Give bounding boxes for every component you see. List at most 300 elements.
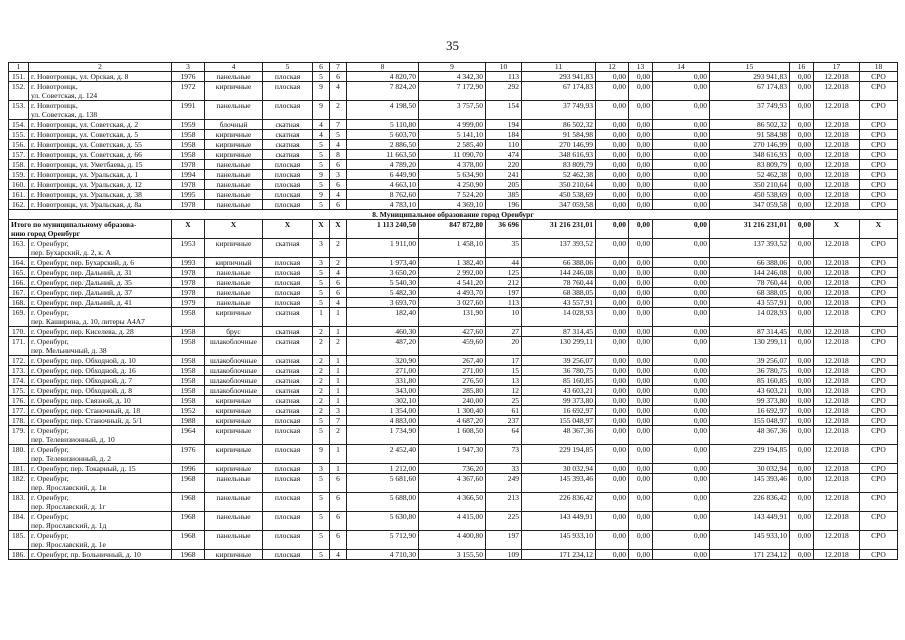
cell-wall-material: кирпичные bbox=[205, 445, 263, 464]
cell-living-area: 736,20 bbox=[419, 464, 486, 474]
cell-entrances: 1 bbox=[330, 396, 347, 406]
cell-cost-col-14: 0,00 bbox=[653, 406, 710, 416]
cell-cost-col-15: 86 502,32 bbox=[710, 120, 790, 130]
cell-deadline: 12.2018 bbox=[814, 474, 860, 493]
cell-cost-col-14: 0,00 bbox=[653, 239, 710, 258]
cell-total-area: 4 883,00 bbox=[347, 416, 419, 426]
cell-cost-col-13: 0,00 bbox=[629, 190, 653, 200]
cell-total-area: 4 789,20 bbox=[347, 160, 419, 170]
cell-cost-col-16: 0,00 bbox=[790, 386, 814, 396]
cell-cost-col-15: 91 584,98 bbox=[710, 130, 790, 140]
cell-row-number: 153. bbox=[9, 101, 29, 120]
cell-cost-col-13: 0,00 bbox=[629, 445, 653, 464]
cell-cost-col-15: 30 032,94 bbox=[710, 464, 790, 474]
cell-total-cost: 67 174,83 bbox=[522, 82, 596, 101]
cell-cost-col-13: 0,00 bbox=[629, 376, 653, 386]
cell-row-number: 166. bbox=[9, 278, 29, 288]
cell-total-area: 4 710,30 bbox=[347, 550, 419, 560]
column-number-9: 9 bbox=[419, 63, 486, 72]
cell-floors: 9 bbox=[313, 82, 330, 101]
cell-living-area: 4 687,20 bbox=[419, 416, 486, 426]
cell-roof-type: скатная bbox=[263, 396, 313, 406]
cell-living-area: 267,40 bbox=[419, 356, 486, 366]
cell-deadline: 12.2018 bbox=[814, 200, 860, 210]
cell-living-area: 3 027,60 bbox=[419, 298, 486, 308]
cell-cost-col-16: 0,00 bbox=[790, 72, 814, 82]
cell-wall-material: кирпичные bbox=[205, 82, 263, 101]
cell-roof-type: скатная bbox=[263, 308, 313, 327]
cell-method: СРО bbox=[860, 376, 898, 386]
cell-deadline: 12.2018 bbox=[814, 396, 860, 406]
cell-cost-col-16: 0,00 bbox=[790, 170, 814, 180]
cell-cost-col-16: 0,00 bbox=[790, 150, 814, 160]
cell-cost-col-14: 0,00 bbox=[653, 531, 710, 550]
cell-cost-col-14: 0,00 bbox=[653, 356, 710, 366]
cell-cost-col-13: 0,00 bbox=[629, 180, 653, 190]
cell-entrances: 4 bbox=[330, 190, 347, 200]
cell-method: СРО bbox=[860, 278, 898, 288]
cell-floors: 9 bbox=[313, 170, 330, 180]
cell-entrances: 6 bbox=[330, 160, 347, 170]
cell-residents: 292 bbox=[486, 82, 522, 101]
table-row bbox=[9, 445, 898, 464]
cell-roof-type: плоская bbox=[263, 298, 313, 308]
column-number-15: 15 bbox=[710, 63, 790, 72]
cell-total-area: 11 663,50 bbox=[347, 150, 419, 160]
cell-address: г. Оренбург, пер. Бухарский, д. 2, к. А bbox=[29, 239, 172, 258]
cell-cost-col-15: 39 256,07 bbox=[710, 356, 790, 366]
cell-row-number: 152. bbox=[9, 82, 29, 101]
cell-cost-col-12: 0,00 bbox=[596, 474, 629, 493]
table-row bbox=[9, 337, 898, 356]
table-row bbox=[9, 493, 898, 512]
cell-cost-col-12: 0,00 bbox=[596, 464, 629, 474]
cell-total-area: 5 630,80 bbox=[347, 512, 419, 531]
cell-residents: 205 bbox=[486, 180, 522, 190]
cell-cost-col-16: 0,00 bbox=[790, 366, 814, 376]
cell-cost-col-16: 0,00 bbox=[790, 180, 814, 190]
cell-year-built: 1968 bbox=[172, 512, 205, 531]
cell-method: СРО bbox=[860, 150, 898, 160]
cell-cost-col-14: 0,00 bbox=[653, 140, 710, 150]
cell-cost-col-12: 0,00 bbox=[596, 376, 629, 386]
cell-floors: 5 bbox=[313, 416, 330, 426]
cell-roof-type: плоская bbox=[263, 550, 313, 560]
cell-entrances: 6 bbox=[330, 72, 347, 82]
cell-deadline: 12.2018 bbox=[814, 288, 860, 298]
total-label: Итого по муниципальному образова- нию город Оренбург bbox=[9, 220, 172, 239]
cell-total-cost: 48 367,36 bbox=[522, 426, 596, 445]
cell-entrances: 6 bbox=[330, 278, 347, 288]
cell-roof-type: скатная bbox=[263, 366, 313, 376]
cell-method: СРО bbox=[860, 337, 898, 356]
cell-address: г. Новотроицк, ул. Советская, д. 2 bbox=[29, 120, 172, 130]
cell-address: г. Новотроицк, ул. Советская, д. 124 bbox=[29, 82, 172, 101]
cell-roof-type: плоская bbox=[263, 82, 313, 101]
table-row bbox=[9, 160, 898, 170]
cell-year-built: 1958 bbox=[172, 337, 205, 356]
cell-living-area: 4 400,80 bbox=[419, 531, 486, 550]
cell-cost-col-14: 0,00 bbox=[653, 278, 710, 288]
total-cell: 847 872,80 bbox=[419, 220, 486, 239]
cell-living-area: 1 608,50 bbox=[419, 426, 486, 445]
cell-cost-col-15: 450 538,69 bbox=[710, 190, 790, 200]
cell-entrances: 7 bbox=[330, 416, 347, 426]
cell-year-built: 1996 bbox=[172, 464, 205, 474]
cell-cost-col-12: 0,00 bbox=[596, 512, 629, 531]
cell-entrances: 6 bbox=[330, 180, 347, 190]
cell-entrances: 1 bbox=[330, 376, 347, 386]
cell-living-area: 427,60 bbox=[419, 327, 486, 337]
cell-wall-material: кирпичные bbox=[205, 396, 263, 406]
cell-deadline: 12.2018 bbox=[814, 258, 860, 268]
cell-method: СРО bbox=[860, 531, 898, 550]
cell-row-number: 159. bbox=[9, 170, 29, 180]
cell-year-built: 1964 bbox=[172, 426, 205, 445]
cell-cost-col-14: 0,00 bbox=[653, 366, 710, 376]
cell-total-area: 3 650,20 bbox=[347, 268, 419, 278]
cell-total-area: 1 734,90 bbox=[347, 426, 419, 445]
cell-cost-col-12: 0,00 bbox=[596, 327, 629, 337]
total-cell: 36 696 bbox=[486, 220, 522, 239]
table-row bbox=[9, 474, 898, 493]
table-row bbox=[9, 298, 898, 308]
cell-entrances: 4 bbox=[330, 82, 347, 101]
cell-row-number: 167. bbox=[9, 288, 29, 298]
cell-floors: 5 bbox=[313, 288, 330, 298]
cell-wall-material: панельные bbox=[205, 298, 263, 308]
cell-row-number: 162. bbox=[9, 200, 29, 210]
cell-cost-col-14: 0,00 bbox=[653, 200, 710, 210]
cell-cost-col-14: 0,00 bbox=[653, 416, 710, 426]
cell-total-cost: 83 809,79 bbox=[522, 160, 596, 170]
cell-floors: 4 bbox=[313, 120, 330, 130]
cell-residents: 125 bbox=[486, 268, 522, 278]
cell-entrances: 4 bbox=[330, 550, 347, 560]
cell-residents: 61 bbox=[486, 406, 522, 416]
cell-entrances: 4 bbox=[330, 268, 347, 278]
cell-method: СРО bbox=[860, 416, 898, 426]
cell-cost-col-12: 0,00 bbox=[596, 200, 629, 210]
cell-cost-col-16: 0,00 bbox=[790, 101, 814, 120]
cell-living-area: 459,60 bbox=[419, 337, 486, 356]
cell-total-cost: 86 502,32 bbox=[522, 120, 596, 130]
cell-address: г. Оренбург, пер. Станочный, д. 5/1 bbox=[29, 416, 172, 426]
cell-cost-col-13: 0,00 bbox=[629, 288, 653, 298]
column-number-14: 14 bbox=[653, 63, 710, 72]
cell-total-area: 4 663,10 bbox=[347, 180, 419, 190]
cell-address: г. Оренбург, пер. Телевизионный, д. 2 bbox=[29, 445, 172, 464]
cell-wall-material: брус bbox=[205, 327, 263, 337]
cell-total-area: 5 540,30 bbox=[347, 278, 419, 288]
column-number-17: 17 bbox=[814, 63, 860, 72]
cell-row-number: 174. bbox=[9, 376, 29, 386]
cell-wall-material: панельные bbox=[205, 512, 263, 531]
cell-residents: 110 bbox=[486, 140, 522, 150]
cell-cost-col-12: 0,00 bbox=[596, 298, 629, 308]
table-body-section bbox=[9, 210, 898, 239]
cell-floors: 5 bbox=[313, 160, 330, 170]
cell-address: г. Оренбург, пер. Бухарский, д. 6 bbox=[29, 258, 172, 268]
cell-cost-col-16: 0,00 bbox=[790, 416, 814, 426]
cell-year-built: 1958 bbox=[172, 366, 205, 376]
cell-year-built: 1953 bbox=[172, 239, 205, 258]
cell-residents: 10 bbox=[486, 308, 522, 327]
cell-roof-type: скатная bbox=[263, 239, 313, 258]
cell-cost-col-15: 155 048,97 bbox=[710, 416, 790, 426]
cell-address: г. Оренбург, пер. Обходной, д. 8 bbox=[29, 386, 172, 396]
cell-total-area: 1 911,00 bbox=[347, 239, 419, 258]
total-cell: X bbox=[263, 220, 313, 239]
cell-entrances: 1 bbox=[330, 356, 347, 366]
cell-total-cost: 144 246,08 bbox=[522, 268, 596, 278]
cell-cost-col-16: 0,00 bbox=[790, 278, 814, 288]
cell-total-cost: 52 462,38 bbox=[522, 170, 596, 180]
cell-row-number: 157. bbox=[9, 150, 29, 160]
cell-entrances: 7 bbox=[330, 120, 347, 130]
cell-year-built: 1958 bbox=[172, 308, 205, 327]
cell-row-number: 160. bbox=[9, 180, 29, 190]
cell-cost-col-14: 0,00 bbox=[653, 445, 710, 464]
cell-cost-col-12: 0,00 bbox=[596, 72, 629, 82]
cell-entrances: 2 bbox=[330, 258, 347, 268]
cell-cost-col-16: 0,00 bbox=[790, 258, 814, 268]
cell-year-built: 1958 bbox=[172, 150, 205, 160]
cell-address: г. Оренбург, пер. Связной, д. 10 bbox=[29, 396, 172, 406]
cell-deadline: 12.2018 bbox=[814, 550, 860, 560]
cell-cost-col-13: 0,00 bbox=[629, 200, 653, 210]
cell-cost-col-15: 350 210,64 bbox=[710, 180, 790, 190]
cell-address: г. Оренбург, пер. Ярославский, д. 1г bbox=[29, 493, 172, 512]
cell-cost-col-13: 0,00 bbox=[629, 386, 653, 396]
cell-cost-col-15: 85 160,85 bbox=[710, 376, 790, 386]
cell-row-number: 182. bbox=[9, 474, 29, 493]
cell-cost-col-14: 0,00 bbox=[653, 512, 710, 531]
cell-floors: 4 bbox=[313, 130, 330, 140]
cell-address: г. Оренбург, пер. Дальний, д. 41 bbox=[29, 298, 172, 308]
cell-total-cost: 450 538,69 bbox=[522, 190, 596, 200]
cell-roof-type: плоская bbox=[263, 464, 313, 474]
cell-wall-material: кирпичные bbox=[205, 239, 263, 258]
cell-address: г. Новотроицк, ул. Уральская, д. 12 bbox=[29, 180, 172, 190]
cell-living-area: 4 369,10 bbox=[419, 200, 486, 210]
cell-floors: 2 bbox=[313, 356, 330, 366]
cell-residents: 15 bbox=[486, 366, 522, 376]
table-row bbox=[9, 278, 898, 288]
table-row bbox=[9, 512, 898, 531]
column-number-5: 5 bbox=[263, 63, 313, 72]
cell-roof-type: плоская bbox=[263, 278, 313, 288]
cell-residents: 33 bbox=[486, 464, 522, 474]
cell-roof-type: плоская bbox=[263, 170, 313, 180]
cell-deadline: 12.2018 bbox=[814, 101, 860, 120]
cell-year-built: 1995 bbox=[172, 190, 205, 200]
cell-address: г. Оренбург, пер. Станочный, д. 18 bbox=[29, 406, 172, 416]
cell-cost-col-16: 0,00 bbox=[790, 288, 814, 298]
cell-total-cost: 145 393,46 bbox=[522, 474, 596, 493]
cell-row-number: 165. bbox=[9, 268, 29, 278]
cell-total-area: 5 603,70 bbox=[347, 130, 419, 140]
cell-cost-col-16: 0,00 bbox=[790, 239, 814, 258]
cell-address: г. Новотроицк, ул. Уральская, д. 8а bbox=[29, 200, 172, 210]
cell-living-area: 4 493,70 bbox=[419, 288, 486, 298]
cell-roof-type: плоская bbox=[263, 180, 313, 190]
cell-cost-col-12: 0,00 bbox=[596, 239, 629, 258]
cell-total-cost: 43 603,21 bbox=[522, 386, 596, 396]
cell-total-area: 487,20 bbox=[347, 337, 419, 356]
cell-year-built: 1968 bbox=[172, 550, 205, 560]
cell-roof-type: скатная bbox=[263, 150, 313, 160]
cell-entrances: 5 bbox=[330, 130, 347, 140]
cell-address: г. Оренбург, пер. Обходной, д. 7 bbox=[29, 376, 172, 386]
cell-row-number: 183. bbox=[9, 493, 29, 512]
cell-roof-type: скатная bbox=[263, 327, 313, 337]
cell-residents: 249 bbox=[486, 474, 522, 493]
cell-year-built: 1968 bbox=[172, 531, 205, 550]
cell-living-area: 285,80 bbox=[419, 386, 486, 396]
cell-cost-col-12: 0,00 bbox=[596, 278, 629, 288]
cell-living-area: 5 141,10 bbox=[419, 130, 486, 140]
table-row bbox=[9, 130, 898, 140]
cell-cost-col-16: 0,00 bbox=[790, 493, 814, 512]
cell-cost-col-15: 137 393,52 bbox=[710, 239, 790, 258]
cell-cost-col-12: 0,00 bbox=[596, 396, 629, 406]
cell-year-built: 1959 bbox=[172, 120, 205, 130]
cell-year-built: 1958 bbox=[172, 386, 205, 396]
cell-total-cost: 36 780,75 bbox=[522, 366, 596, 376]
cell-total-cost: 229 194,85 bbox=[522, 445, 596, 464]
cell-entrances: 3 bbox=[330, 170, 347, 180]
cell-floors: 3 bbox=[313, 239, 330, 258]
cell-floors: 1 bbox=[313, 308, 330, 327]
cell-total-cost: 348 616,93 bbox=[522, 150, 596, 160]
total-cell: X bbox=[860, 220, 898, 239]
cell-living-area: 11 090,70 bbox=[419, 150, 486, 160]
cell-address: г. Новотроицк, ул. Советская, д. 55 bbox=[29, 140, 172, 150]
table-row bbox=[9, 140, 898, 150]
cell-total-cost: 130 299,11 bbox=[522, 337, 596, 356]
cell-year-built: 1978 bbox=[172, 180, 205, 190]
table-row bbox=[9, 288, 898, 298]
cell-address: г. Оренбург, пер. Ярославский, д. 1в bbox=[29, 474, 172, 493]
cell-entrances: 2 bbox=[330, 337, 347, 356]
cell-cost-col-14: 0,00 bbox=[653, 327, 710, 337]
cell-wall-material: кирпичные bbox=[205, 308, 263, 327]
cell-cost-col-12: 0,00 bbox=[596, 356, 629, 366]
cell-row-number: 161. bbox=[9, 190, 29, 200]
cell-row-number: 171. bbox=[9, 337, 29, 356]
cell-cost-col-16: 0,00 bbox=[790, 512, 814, 531]
cell-residents: 196 bbox=[486, 200, 522, 210]
cell-method: СРО bbox=[860, 101, 898, 120]
cell-deadline: 12.2018 bbox=[814, 464, 860, 474]
table-row bbox=[9, 396, 898, 406]
cell-year-built: 1958 bbox=[172, 130, 205, 140]
cell-cost-col-16: 0,00 bbox=[790, 190, 814, 200]
cell-deadline: 12.2018 bbox=[814, 493, 860, 512]
cell-wall-material: шлакоблочные bbox=[205, 386, 263, 396]
cell-total-cost: 30 032,94 bbox=[522, 464, 596, 474]
cell-total-area: 2 452,40 bbox=[347, 445, 419, 464]
cell-cost-col-15: 36 780,75 bbox=[710, 366, 790, 376]
table-row bbox=[9, 327, 898, 337]
cell-method: СРО bbox=[860, 258, 898, 268]
cell-total-area: 460,30 bbox=[347, 327, 419, 337]
cell-living-area: 2 992,00 bbox=[419, 268, 486, 278]
cell-address: г. Оренбург, пер. Обходной, д. 16 bbox=[29, 366, 172, 376]
cell-year-built: 1988 bbox=[172, 416, 205, 426]
cell-address: г. Оренбург, пр. Больничный, д. 10 bbox=[29, 550, 172, 560]
cell-cost-col-14: 0,00 bbox=[653, 268, 710, 278]
cell-total-cost: 171 234,12 bbox=[522, 550, 596, 560]
cell-wall-material: кирпичные bbox=[205, 416, 263, 426]
cell-total-cost: 87 314,45 bbox=[522, 327, 596, 337]
cell-living-area: 4 415,00 bbox=[419, 512, 486, 531]
cell-floors: 2 bbox=[313, 376, 330, 386]
cell-residents: 225 bbox=[486, 512, 522, 531]
cell-floors: 2 bbox=[313, 337, 330, 356]
cell-row-number: 172. bbox=[9, 356, 29, 366]
cell-roof-type: скатная bbox=[263, 356, 313, 366]
cell-year-built: 1976 bbox=[172, 72, 205, 82]
cell-entrances: 6 bbox=[330, 200, 347, 210]
cell-floors: 5 bbox=[313, 200, 330, 210]
cell-wall-material: кирпичные bbox=[205, 140, 263, 150]
cell-floors: 2 bbox=[313, 396, 330, 406]
table-row bbox=[9, 170, 898, 180]
cell-year-built: 1976 bbox=[172, 445, 205, 464]
cell-cost-col-16: 0,00 bbox=[790, 268, 814, 278]
cell-living-area: 2 585,40 bbox=[419, 140, 486, 150]
table-row bbox=[9, 531, 898, 550]
cell-total-area: 8 762,60 bbox=[347, 190, 419, 200]
cell-total-area: 5 482,30 bbox=[347, 288, 419, 298]
cell-total-area: 4 820,70 bbox=[347, 72, 419, 82]
cell-address: г. Оренбург, пер. Ярославский, д. 1д bbox=[29, 512, 172, 531]
cell-deadline: 12.2018 bbox=[814, 327, 860, 337]
cell-cost-col-16: 0,00 bbox=[790, 130, 814, 140]
cell-total-cost: 66 388,06 bbox=[522, 258, 596, 268]
cell-residents: 474 bbox=[486, 150, 522, 160]
cell-entrances: 6 bbox=[330, 512, 347, 531]
cell-row-number: 181. bbox=[9, 464, 29, 474]
cell-floors: 2 bbox=[313, 327, 330, 337]
cell-entrances: 1 bbox=[330, 308, 347, 327]
cell-deadline: 12.2018 bbox=[814, 180, 860, 190]
cell-deadline: 12.2018 bbox=[814, 386, 860, 396]
cell-cost-col-15: 87 314,45 bbox=[710, 327, 790, 337]
cell-roof-type: скатная bbox=[263, 386, 313, 396]
cell-total-area: 302,10 bbox=[347, 396, 419, 406]
cell-cost-col-12: 0,00 bbox=[596, 82, 629, 101]
cell-cost-col-12: 0,00 bbox=[596, 170, 629, 180]
cell-total-area: 6 449,90 bbox=[347, 170, 419, 180]
cell-cost-col-12: 0,00 bbox=[596, 150, 629, 160]
cell-row-number: 155. bbox=[9, 130, 29, 140]
cell-cost-col-13: 0,00 bbox=[629, 308, 653, 327]
cell-address: г. Новотроицк, ул. Советская, д. 66 bbox=[29, 150, 172, 160]
cell-cost-col-14: 0,00 bbox=[653, 258, 710, 268]
cell-deadline: 12.2018 bbox=[814, 190, 860, 200]
cell-cost-col-12: 0,00 bbox=[596, 386, 629, 396]
total-cell: 0,00 bbox=[629, 220, 653, 239]
cell-year-built: 1972 bbox=[172, 82, 205, 101]
cell-roof-type: скатная bbox=[263, 406, 313, 416]
cell-total-cost: 137 393,52 bbox=[522, 239, 596, 258]
cell-roof-type: скатная bbox=[263, 120, 313, 130]
cell-floors: 9 bbox=[313, 190, 330, 200]
housing-register-table bbox=[8, 62, 898, 560]
